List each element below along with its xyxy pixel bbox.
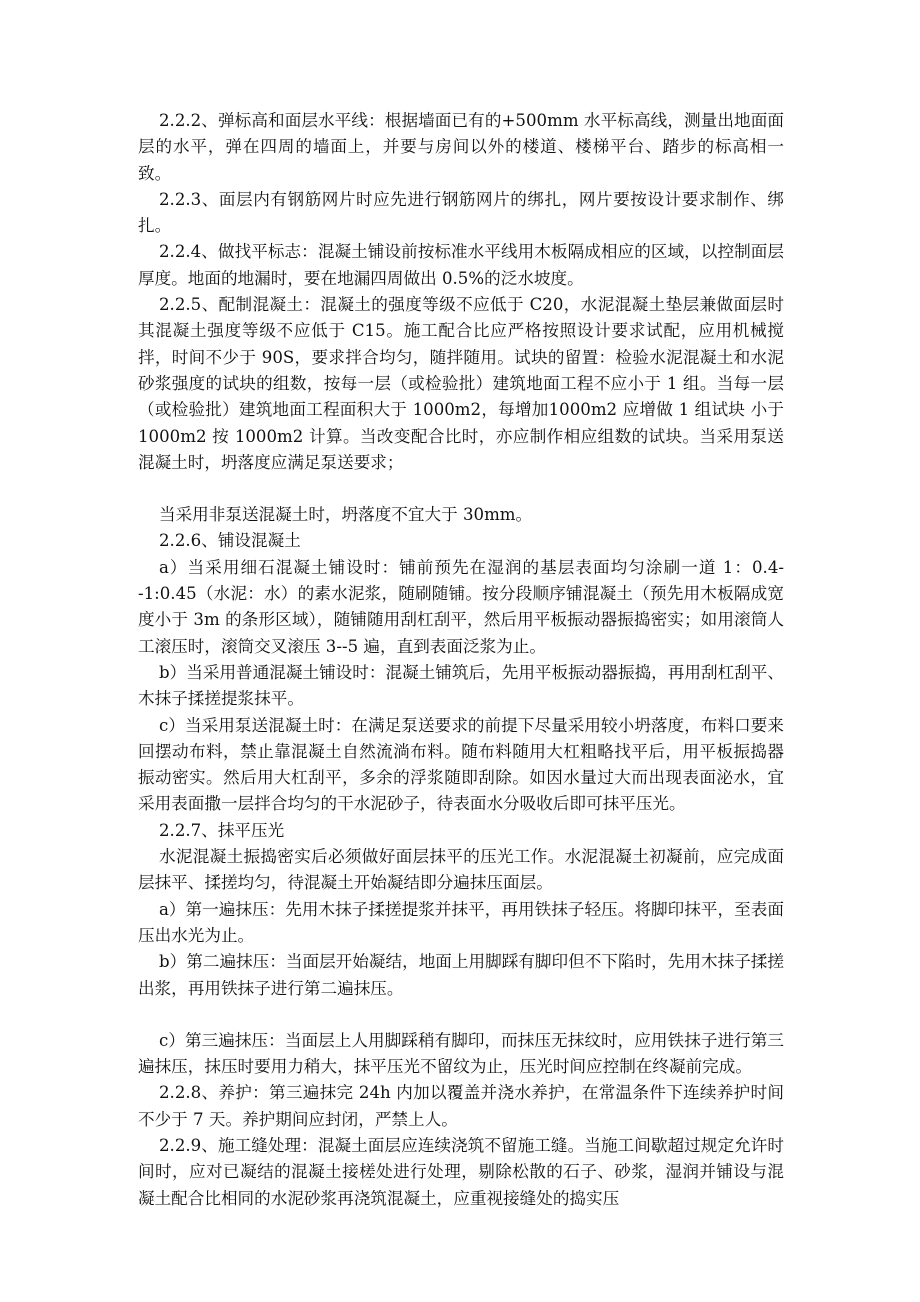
paragraph-2-2-2: 2.2.2、弹标高和面层水平线：根据墙面已有的+500mm 水平标高线，测量出地面面层的水平，弹在四周的墙面上，并要与房间以外的楼道、楼梯平台、踏步的标高相一致。 (138, 111, 784, 183)
paragraph-2-2-7-b: b）第二遍抹压：当面层开始凝结，地面上用脚踩有脚印但不下陷时，先用木抹子揉搓出浆，再用铁抹子进行第二遍抹压。 (138, 952, 784, 998)
paragraph-2-2-6-c: c）当采用泵送混凝土时：在满足泵送要求的前提下尽量采用较小坍落度，布料口要来回摆动布料，禁止靠混凝土自然流淌布料。随布料随用大杠粗略找平后，用平板振捣器振动密实。然后用大杠刮平，多余的浮浆随即刮除。如因水量过大而出现表面泌水，宜采用表面撒一层拌合均匀的干水泥砂子，待表面水分吸收后即可抹平压光。 (138, 715, 784, 814)
paragraph-2-2-5: 2.2.5、配制混凝土：混凝土的强度等级不应低于 C20，水泥混凝土垫层兼做面层时其混凝土强度等级不应低于 C15。施工配合比应严格按照设计要求试配，应用机械搅拌，时间不少于 90S，要求拌合均匀，随拌随用。试块的留置：检验水泥混凝土和水泥砂浆强度的试块的组数，按每一层（或检验批）建筑地面工程不应小于 1 组。当每一层（或检验批）建筑地面工程面积大于 1000m2，每增加1000m2 应增做 1 组试块 小于 1000m2 按 1000m2 计算。当改变配合比时，亦应制作相应组数的试块。当采用泵送混凝土时，坍落度应满足泵送要求； (138, 295, 784, 472)
paragraph-2-2-6-b: b）当采用普通混凝土铺设时：混凝土铺筑后，先用平板振动器振捣，再用刮杠刮平、木抹子揉搓提浆抹平。 (138, 662, 784, 709)
paragraph-2-2-8: 2.2.8、养护：第三遍抹完 24h 内加以覆盖并浇水养护，在常温条件下连续养护时间不少于 7 天。养护期间应封闭，严禁上人。 (138, 1083, 784, 1129)
paragraph-2-2-9: 2.2.9、施工缝处理：混凝土面层应连续浇筑不留施工缝。当施工间歇超过规定允许时间时，应对已凝结的混凝土接槎处进行处理，剔除松散的石子、砂浆，湿润并铺设与混凝土配合比相同的水泥砂浆再浇筑混凝土，应重视接缝处的捣实压 (138, 1135, 784, 1208)
paragraph-2-2-7-c: c）第三遍抹压：当面层上人用脚踩稍有脚印，而抹压无抹纹时，应用铁抹子进行第三遍抹压，抹压时要用力稍大，抹平压光不留纹为止，压光时间应控制在终凝前完成。 (138, 1030, 784, 1077)
paragraph-2-2-7-a: a）第一遍抹压：先用木抹子揉搓提浆并抹平，再用铁抹子轻压。将脚印抹平，至表面压出水光为止。 (138, 899, 784, 945)
paragraph-2-2-6-heading: 2.2.6、铺设混凝土 (159, 531, 301, 551)
paragraph-non-pumped: 当采用非泵送混凝土时，坍落度不宜大于 30mm。 (159, 505, 533, 525)
paragraph-2-2-7-intro: 水泥混凝土振捣密实后必须做好面层抹平的压光工作。水泥混凝土初凝前，应完成面层抹平、揉搓均匀，待混凝土开始凝结即分遍抹压面层。 (138, 847, 784, 893)
paragraph-2-2-6-a: a）当采用细石混凝土铺设时：铺前预先在湿润的基层表面均匀涂刷一道 1：0.4--1:0.45（水泥：水）的素水泥浆，随刷随铺。按分段顺序铺混凝土（预先用木板隔成宽度小于 3m 的条形区域），随铺随用刮杠刮平，然后用平板振动器振捣密实；如用滚筒人工滚压时，滚筒交叉滚压 3--5 遍，直到表面泛浆为止。 (138, 557, 784, 656)
paragraph-2-2-7-heading: 2.2.7、抹平压光 (159, 820, 285, 840)
document-body (138, 108, 784, 1212)
paragraph-2-2-3: 2.2.3、面层内有钢筋网片时应先进行钢筋网片的绑扎，网片要按设计要求制作、绑扎。 (138, 189, 784, 236)
paragraph-2-2-4: 2.2.4、做找平标志：混凝土铺设前按标准水平线用木板隔成相应的区域，以控制面层厚度。地面的地漏时，要在地漏四周做出 0.5%的泛水坡度。 (138, 242, 784, 288)
